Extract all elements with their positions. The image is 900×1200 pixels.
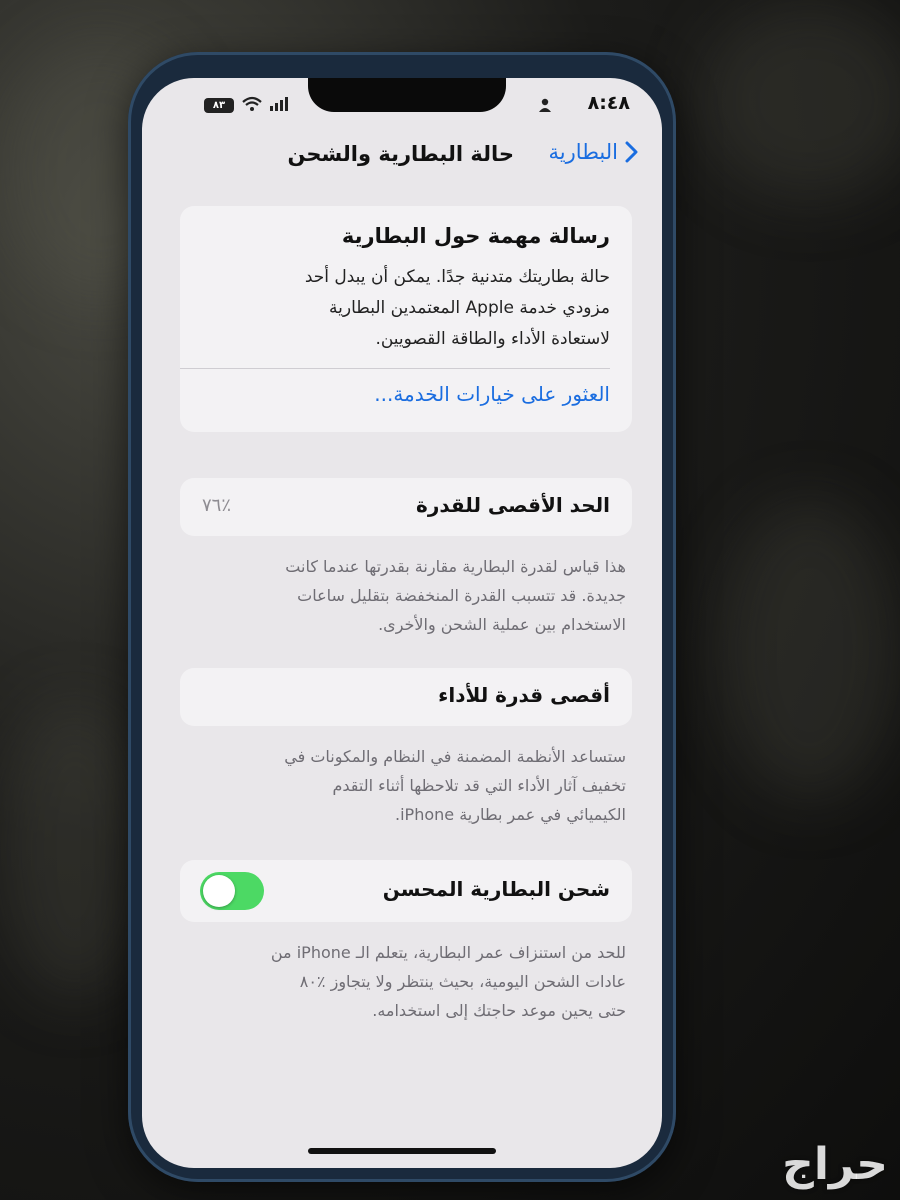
footnote-line: ستساعد الأنظمة المضمنة في النظام والمكونات في <box>284 747 626 766</box>
maximum-capacity-footnote <box>186 552 626 639</box>
divider <box>180 368 610 369</box>
footnote-line: الكيميائي في عمر بطارية iPhone. <box>395 805 626 824</box>
signal-icon <box>270 96 292 112</box>
optimized-charging-row <box>180 860 632 922</box>
back-label: البطارية <box>548 140 618 164</box>
important-message-body <box>200 262 610 355</box>
maximum-capacity-row <box>180 478 632 536</box>
optimized-charging-label: شحن البطارية المحسن <box>382 877 610 901</box>
chevron-right-icon <box>624 140 640 164</box>
footnote-line: عادات الشحن اليومية، بحيث ينتظر ولا يتجاوز ٪٨٠ <box>299 972 626 991</box>
footnote-line: الاستخدام بين عملية الشحن والأخرى. <box>378 615 626 634</box>
watermark-logo: حراج <box>782 1139 888 1190</box>
message-line: لاستعادة الأداء والطاقة القصويين. <box>375 329 610 349</box>
important-message-card <box>180 206 632 432</box>
footnote-line: حتى يحين موعد حاجتك إلى استخدامه. <box>372 1001 626 1020</box>
find-service-options-link[interactable]: العثور على خيارات الخدمة... <box>374 382 610 406</box>
home-indicator[interactable] <box>308 1148 496 1154</box>
footnote-line: جديدة. قد تتسبب القدرة المنخفضة بتقليل ساعات <box>297 586 626 605</box>
maximum-capacity-value: ٪٧٦ <box>202 495 232 516</box>
important-message-title: رسالة مهمة حول البطارية <box>341 224 610 248</box>
navigation-bar <box>142 140 662 180</box>
message-line: حالة بطاريتك متدنية جدًا. يمكن أن يبدل أحد <box>304 267 610 287</box>
phone-screen <box>142 78 662 1168</box>
status-time: ٨:٤٨ <box>587 92 630 114</box>
message-line: مزودي خدمة Apple المعتمدين البطارية <box>329 298 610 318</box>
maximum-capacity-label: الحد الأقصى للقدرة <box>416 493 610 517</box>
toggle-knob <box>203 875 235 907</box>
battery-icon: ٨٣ <box>204 98 234 113</box>
peak-performance-footnote <box>186 742 626 829</box>
footnote-line: للحد من استنزاف عمر البطارية، يتعلم الـ iPhone من <box>270 943 626 962</box>
page-title: حالة البطارية والشحن <box>287 142 514 166</box>
footnote-line: هذا قياس لقدرة البطارية مقارنة بقدرتها عندما كانت <box>285 557 626 576</box>
peak-performance-label: أقصى قدرة للأداء <box>438 683 610 707</box>
footnote-line: تخفيف آثار الأداء التي قد تلاحظها أثناء التقدم <box>332 776 626 795</box>
optimized-charging-toggle[interactable] <box>200 872 264 910</box>
back-button[interactable] <box>549 140 640 164</box>
peak-performance-row <box>180 668 632 726</box>
status-bar <box>142 90 662 120</box>
optimized-charging-footnote <box>186 938 626 1025</box>
wifi-icon <box>242 96 262 112</box>
person-icon <box>538 98 552 112</box>
